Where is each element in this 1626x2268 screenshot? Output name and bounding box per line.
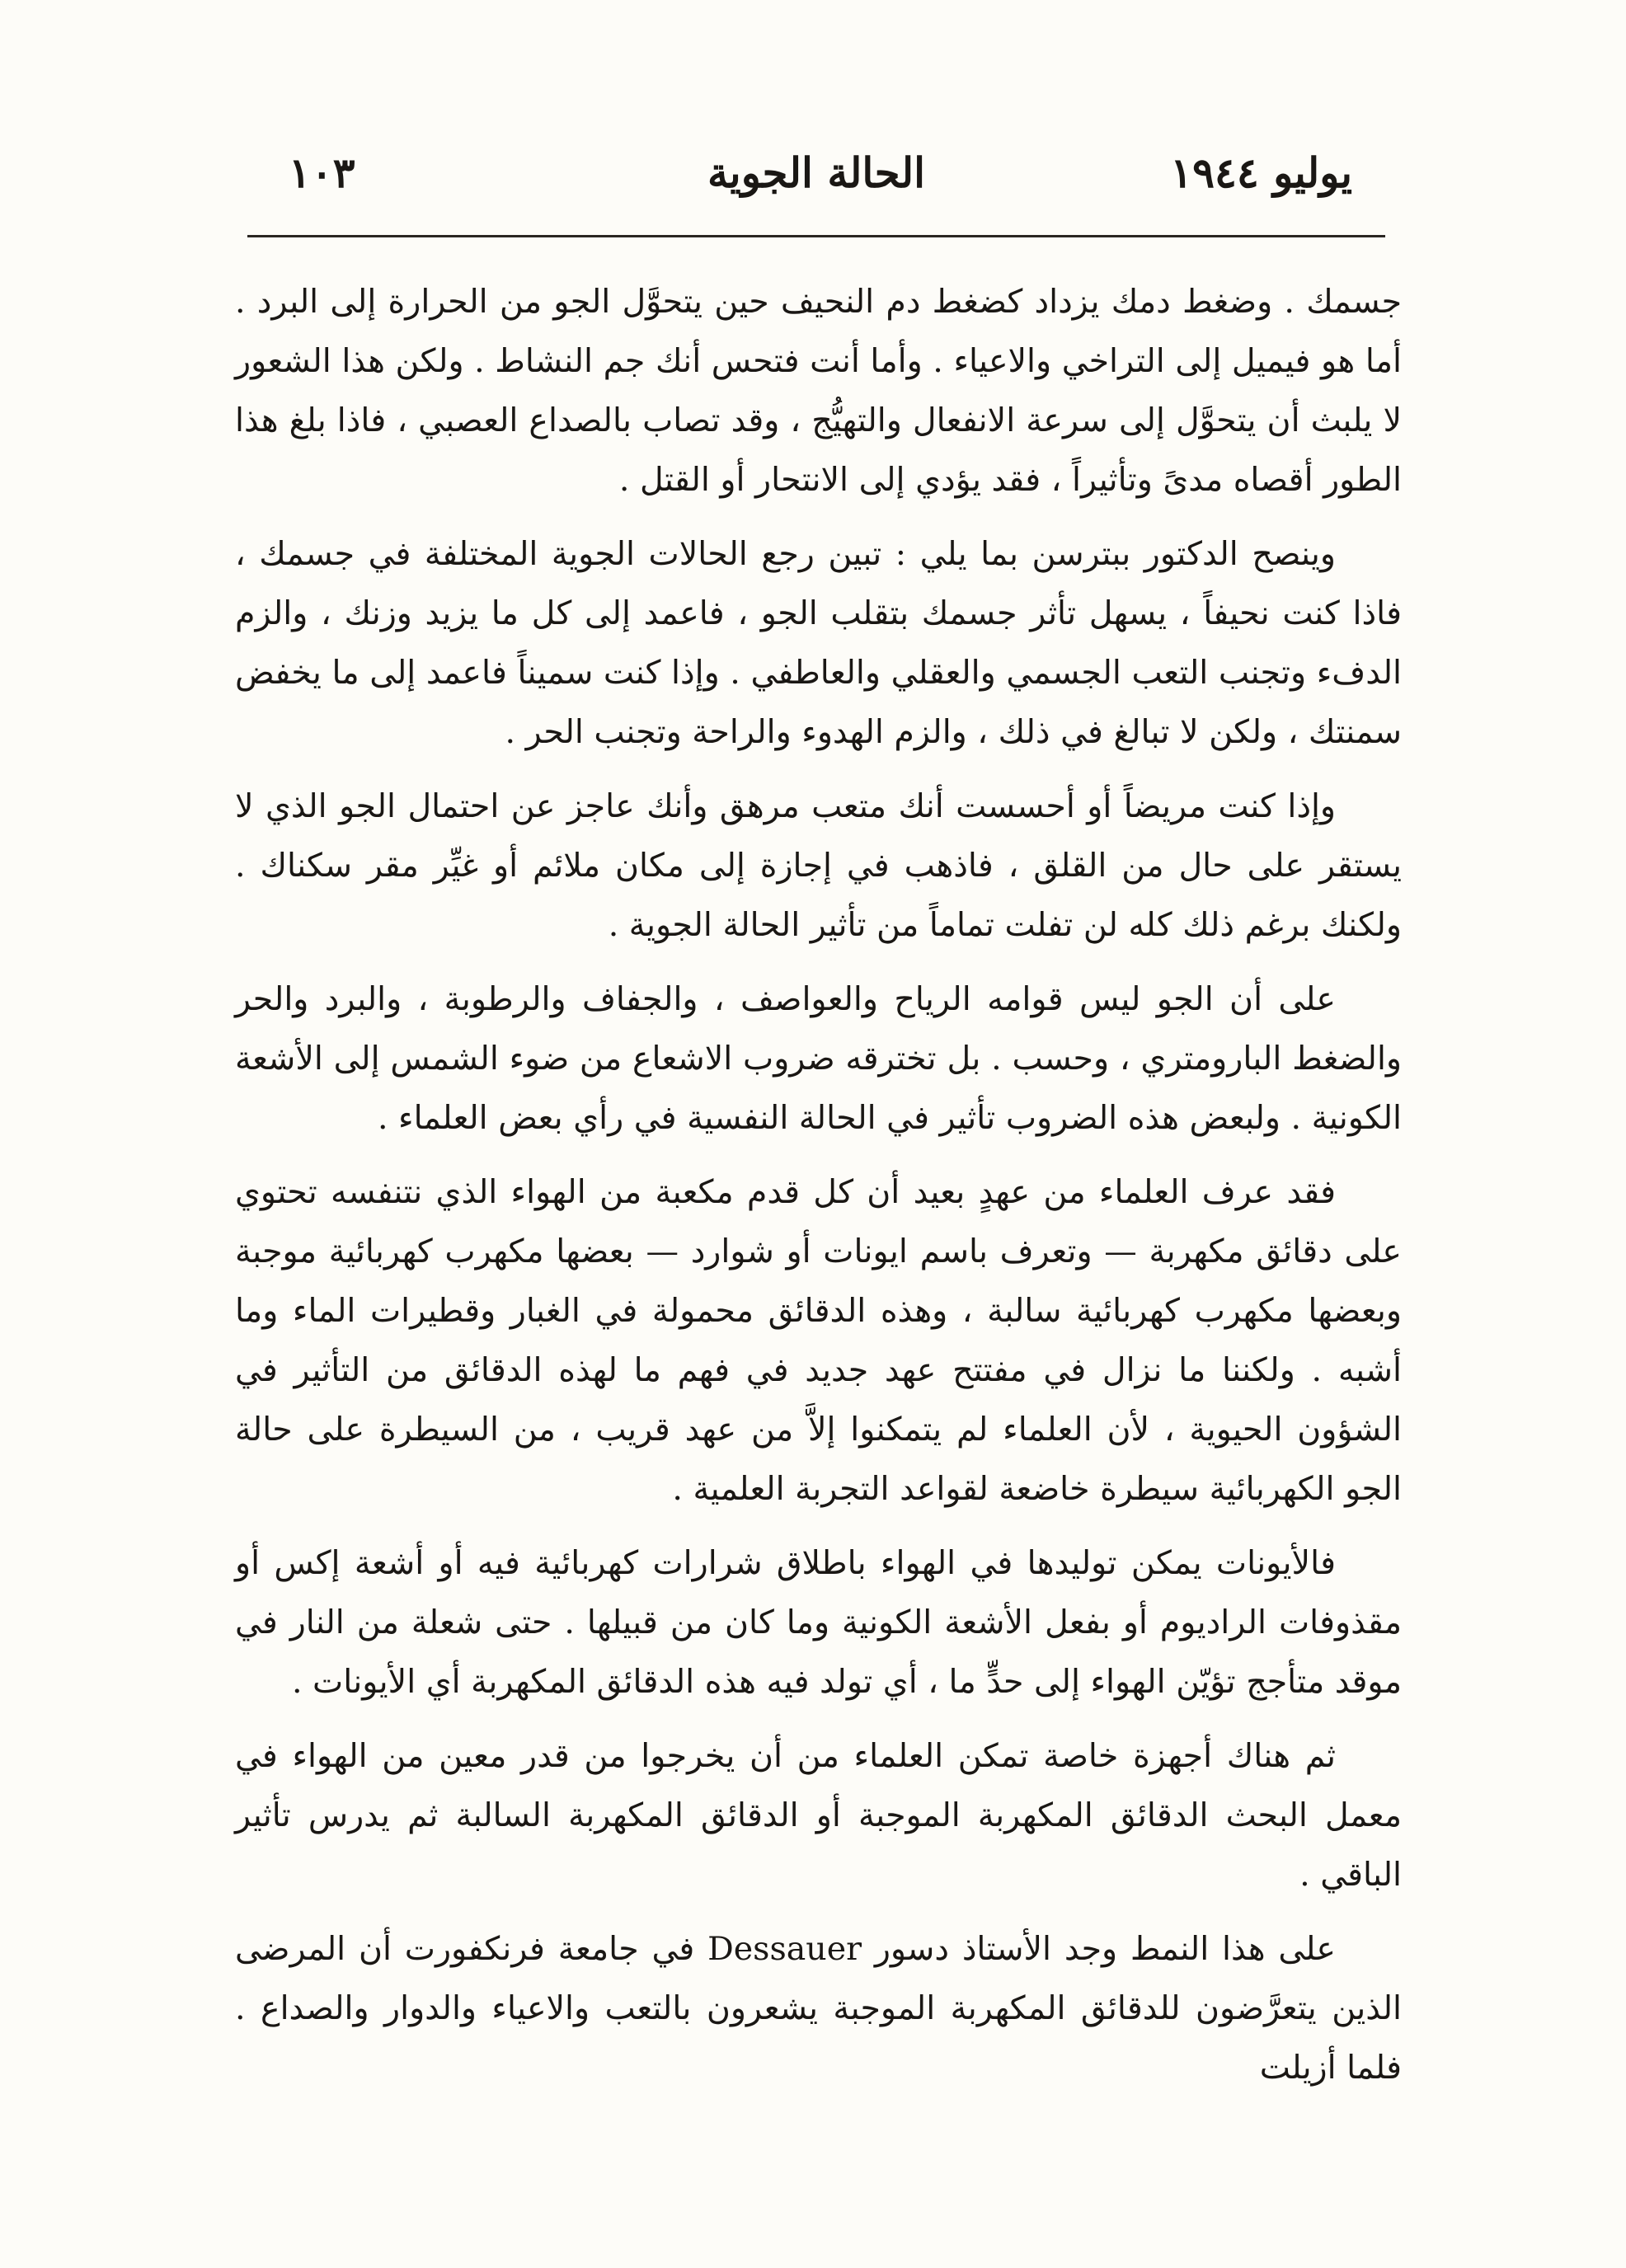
paragraph: على أن الجو ليس قوامه الرياح والعواصف ، والجفاف والرطوبة ، والبرد والحر والضغط البارومتري ، وحسب . بل تخترقه ضروب الاشعاع من ضوء الشمس إلى الأشعة الكونية . ولبعض هذه الضروب تأثير في الحالة النفسية في رأي بعض العلماء . (235, 980, 1402, 1137)
paragraph: على هذا النمط وجد الأستاذ دسور Dessauer في جامعة فرنكفورت أن المرضى الذين يتعرَّضون للدقائق المكهربة الموجبة يشعرون بالتعب والاعياء والدوار والصداع . فلما أزيلت (235, 1930, 1402, 2087)
page-number: ١٠٣ (289, 148, 355, 197)
paragraph: وينصح الدكتور ببترسن بما يلي : تبين رجع الحالات الجوية المختلفة في جسمك ، فاذا كنت نحيفاً ، يسهل تأثر جسمك بتقلب الجو ، فاعمد إلى كل ما يزيد وزنك ، والزم الدفء وتجنب التعب الجسمي والعقلي والعاطفي . وإذا كنت سميناً فاعمد إلى ما يخفض سمنتك ، ولكن لا تبالغ في ذلك ، والزم الهدوء والراحة وتجنب الحر . (235, 535, 1402, 751)
header-rule (247, 235, 1385, 237)
header-date: يوليو ١٩٤٤ (1170, 148, 1352, 197)
article-body (235, 272, 1402, 2112)
paragraph: وإذا كنت مريضاً أو أحسست أنك متعب مرهق وأنك عاجز عن احتمال الجو الذي لا يستقر على حال من القلق ، فاذهب في إجازة إلى مكان ملائم أو غيِّر مقر سكناك . ولكنك برغم ذلك كله لن تفلت تماماً من تأثير الحالة الجوية . (235, 787, 1402, 944)
paragraph: فقد عرف العلماء من عهدٍ بعيد أن كل قدم مكعبة من الهواء الذي نتنفسه تحتوي على دقائق مكهربة — وتعرف باسم ايونات أو شوارد — بعضها مكهرب كهربائية موجبة وبعضها مكهرب كهربائية سالبة ، وهذه الدقائق محمولة في الغبار وقطيرات الماء وما أشبه . ولكننا ما نزال في مفتتح عهد جديد في فهم ما لهذه الدقائق من التأثير في الشؤون الحيوية ، لأن العلماء لم يتمكنوا إلاَّ من عهد قريب ، من السيطرة على حالة الجو الكهربائية سيطرة خاضعة لقواعد التجربة العلمية . (235, 1173, 1402, 1508)
running-header (247, 140, 1385, 214)
paragraph: ثم هناك أجهزة خاصة تمكن العلماء من أن يخرجوا من قدر معين من الهواء في معمل البحث الدقائق المكهربة الموجبة أو الدقائق المكهربة السالبة ثم يدرس تأثير الباقي . (235, 1737, 1402, 1894)
paragraph: جسمك . وضغط دمك يزداد كضغط دم النحيف حين يتحوَّل الجو من الحرارة إلى البرد . أما هو فيميل إلى التراخي والاعياء . وأما أنت فتحس أنك جم النشاط . ولكن هذا الشعور لا يلبث أن يتحوَّل إلى سرعة الانفعال والتهيُّج ، وقد تصاب بالصداع العصبي ، فاذا بلغ هذا الطور أقصاه مدىً وتأثيراً ، فقد يؤدي إلى الانتحار أو القتل . (235, 283, 1402, 499)
paragraph: فالأيونات يمكن توليدها في الهواء باطلاق شرارات كهربائية فيه أو أشعة إكس أو مقذوفات الراديوم أو بفعل الأشعة الكونية وما كان من قبيلها . حتى شعلة من النار في موقد متأجج تؤيّن الهواء إلى حدٍّ ما ، أي تولد فيه هذه الدقائق المكهربة أي الأيونات . (235, 1544, 1402, 1701)
header-title: الحالة الجوية (707, 148, 926, 197)
